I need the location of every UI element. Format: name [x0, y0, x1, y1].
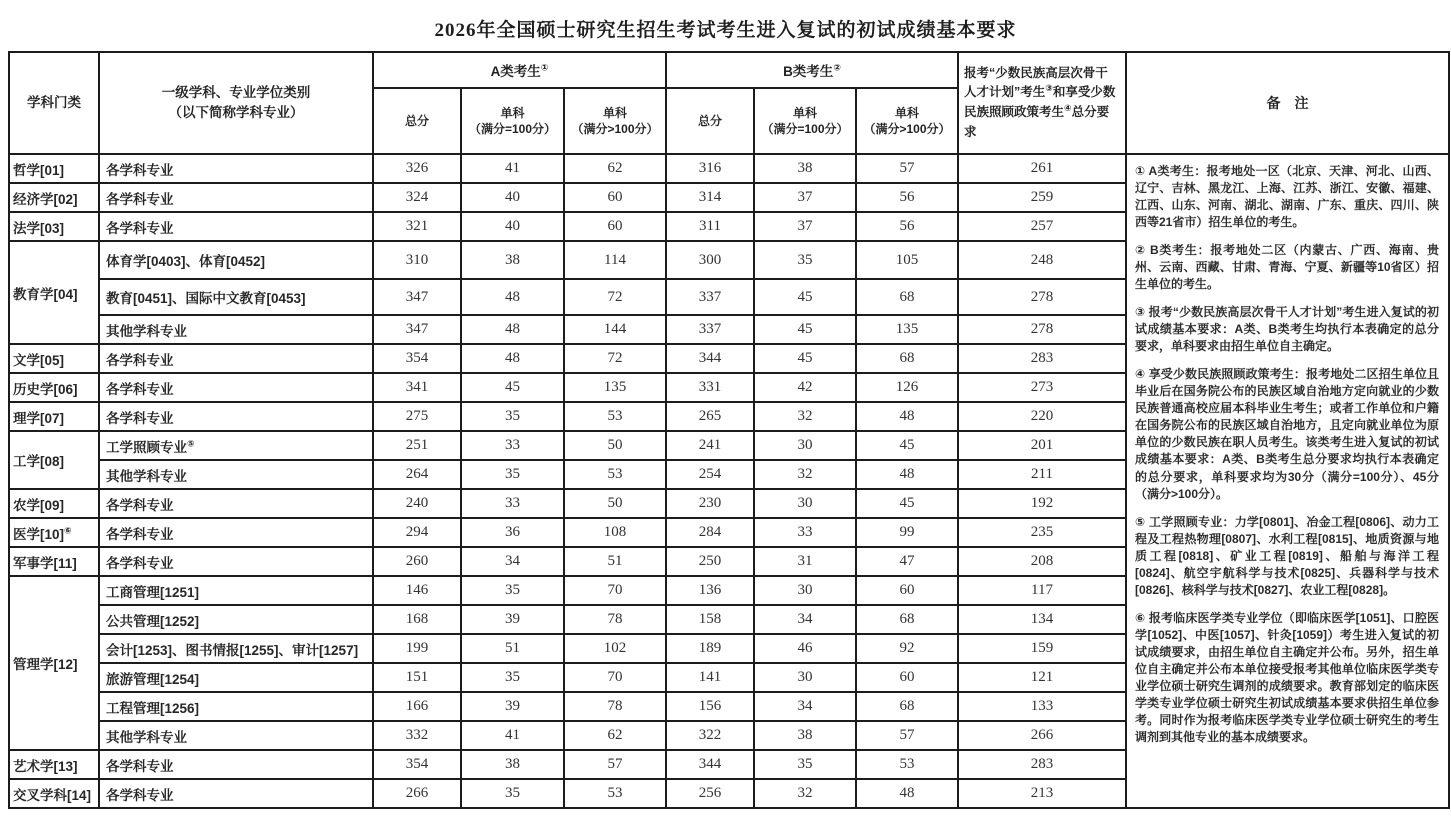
b-score-cell-2: 60	[856, 663, 958, 692]
a-score-cell-0: 266	[373, 779, 461, 808]
footnote-marker: ⑤	[187, 438, 195, 448]
a-score-cell-2: 135	[564, 373, 666, 402]
b-score-cell-2: 48	[856, 779, 958, 808]
note-item: ② B类考生：报考地处二区（内蒙古、广西、海南、贵州、云南、西藏、甘肃、青海、宁夏、新疆等10省区）招生单位的考生。	[1135, 243, 1439, 292]
discipline-cell: 其他学科专业	[99, 315, 373, 344]
b-score-cell-1: 32	[754, 460, 856, 489]
b-score-cell-2: 45	[856, 489, 958, 518]
b-score-cell-0: 156	[666, 692, 754, 721]
header-discipline-line1: 一级学科、专业学位类别	[161, 84, 311, 100]
b-score-cell-2: 92	[856, 634, 958, 663]
discipline-cell: 各学科专业	[99, 183, 373, 212]
header-b-single-gt100: 单科 （满分>100分）	[856, 88, 958, 154]
discipline-cell: 各学科专业	[99, 154, 373, 183]
category-cell: 医学[10]⑥	[9, 518, 99, 547]
table-row	[9, 154, 1449, 183]
b-score-cell-1: 38	[754, 721, 856, 750]
discipline-cell: 公共管理[1252]	[99, 605, 373, 634]
a-score-cell-0: 151	[373, 663, 461, 692]
b-score-cell-0: 265	[666, 402, 754, 431]
a-score-cell-1: 41	[461, 721, 564, 750]
a-score-cell-1: 34	[461, 547, 564, 576]
b-score-cell-1: 33	[754, 518, 856, 547]
a-score-cell-0: 354	[373, 750, 461, 779]
minority-score-cell: 248	[958, 241, 1126, 279]
page-title: 2026年全国硕士研究生招生考试考生进入复试的初试成绩基本要求	[434, 20, 1017, 41]
minority-score-cell: 192	[958, 489, 1126, 518]
b-score-cell-0: 250	[666, 547, 754, 576]
minority-score-cell: 213	[958, 779, 1126, 808]
a-score-cell-2: 60	[564, 183, 666, 212]
footnote-marker: ④	[1064, 102, 1072, 113]
a-score-cell-0: 341	[373, 373, 461, 402]
discipline-cell: 各学科专业	[99, 750, 373, 779]
discipline-cell: 工商管理[1251]	[99, 576, 373, 605]
header-a-single-gt100: 单科 （满分>100分）	[564, 88, 666, 154]
b-score-cell-1: 37	[754, 212, 856, 241]
b-score-cell-1: 31	[754, 547, 856, 576]
a-score-cell-2: 144	[564, 315, 666, 344]
b-score-cell-2: 126	[856, 373, 958, 402]
a-score-cell-1: 35	[461, 402, 564, 431]
discipline-cell: 各学科专业	[99, 373, 373, 402]
minority-score-cell: 117	[958, 576, 1126, 605]
minority-score-cell: 257	[958, 212, 1126, 241]
minority-score-cell: 235	[958, 518, 1126, 547]
a-score-cell-0: 275	[373, 402, 461, 431]
a-score-cell-2: 78	[564, 605, 666, 634]
minority-score-cell: 259	[958, 183, 1126, 212]
b-score-cell-2: 57	[856, 721, 958, 750]
a-score-cell-2: 53	[564, 779, 666, 808]
b-score-cell-2: 47	[856, 547, 958, 576]
footnote-marker: ①	[540, 62, 549, 73]
b-score-cell-1: 32	[754, 779, 856, 808]
a-score-cell-2: 70	[564, 663, 666, 692]
b-score-cell-1: 45	[754, 344, 856, 373]
a-score-cell-1: 41	[461, 154, 564, 183]
a-score-cell-0: 260	[373, 547, 461, 576]
b-score-cell-2: 68	[856, 605, 958, 634]
discipline-cell: 各学科专业	[99, 212, 373, 241]
note-item: ④ 享受少数民族照顾政策考生：报考地处二区招生单位且毕业后在国务院公布的民族区域自治地方定向就业的少数民族普通高校应届本科毕业生考生；或者工作单位和户籍在国务院公布的民族区域自治地方，且定向就业单位为原单位的少数民族在职人员考生。该类考生进入复试的初试成绩基本要求：A类、B类考生总分要求均执行本表确定的总分要求，单科要求均为30分（满分=100分）、45分（满分>100分）。	[1135, 367, 1439, 501]
discipline-cell: 教育[0451]、国际中文教育[0453]	[99, 279, 373, 315]
discipline-cell: 旅游管理[1254]	[99, 663, 373, 692]
category-cell: 艺术学[13]	[9, 750, 99, 779]
a-score-cell-1: 40	[461, 183, 564, 212]
a-score-cell-2: 60	[564, 212, 666, 241]
minority-score-cell: 134	[958, 605, 1126, 634]
b-score-cell-0: 241	[666, 431, 754, 460]
a-score-cell-1: 35	[461, 779, 564, 808]
a-score-cell-0: 168	[373, 605, 461, 634]
a-score-cell-1: 40	[461, 212, 564, 241]
discipline-cell: 体育学[0403]、体育[0452]	[99, 241, 373, 279]
b-score-cell-0: 314	[666, 183, 754, 212]
b-score-cell-1: 30	[754, 576, 856, 605]
b-score-cell-2: 135	[856, 315, 958, 344]
b-score-cell-0: 311	[666, 212, 754, 241]
category-cell: 交叉学科[14]	[9, 779, 99, 808]
discipline-cell: 工学照顾专业⑤	[99, 431, 373, 460]
b-score-cell-2: 53	[856, 750, 958, 779]
header-group-a: A类考生①	[373, 52, 666, 88]
b-score-cell-0: 141	[666, 663, 754, 692]
a-score-cell-1: 48	[461, 279, 564, 315]
a-score-cell-1: 39	[461, 692, 564, 721]
minority-score-cell: 283	[958, 750, 1126, 779]
discipline-cell: 各学科专业	[99, 518, 373, 547]
a-score-cell-1: 35	[461, 576, 564, 605]
discipline-cell: 各学科专业	[99, 547, 373, 576]
b-score-cell-0: 337	[666, 315, 754, 344]
footnote-marker: ③	[1045, 83, 1053, 94]
a-score-cell-0: 354	[373, 344, 461, 373]
discipline-cell: 工程管理[1256]	[99, 692, 373, 721]
b-score-cell-1: 45	[754, 279, 856, 315]
b-score-cell-1: 37	[754, 183, 856, 212]
category-cell: 哲学[01]	[9, 154, 99, 183]
category-cell: 工学[08]	[9, 431, 99, 489]
b-score-cell-1: 45	[754, 315, 856, 344]
minority-score-cell: 159	[958, 634, 1126, 663]
a-score-cell-1: 38	[461, 750, 564, 779]
header-remarks: 备 注	[1126, 52, 1449, 154]
a-score-cell-0: 347	[373, 279, 461, 315]
note-item: ① A类考生：报考地处一区（北京、天津、河北、山西、辽宁、吉林、黑龙江、上海、江苏、浙江、安徽、福建、江西、山东、河南、湖北、湖南、广东、重庆、四川、陕西等21省市）招生单位的考生。	[1135, 164, 1439, 230]
a-score-cell-2: 57	[564, 750, 666, 779]
a-score-cell-1: 48	[461, 315, 564, 344]
b-score-cell-0: 256	[666, 779, 754, 808]
minority-score-cell: 273	[958, 373, 1126, 402]
header-group-b: B类考生②	[666, 52, 958, 88]
minority-score-cell: 261	[958, 154, 1126, 183]
b-score-cell-1: 38	[754, 154, 856, 183]
b-score-cell-2: 45	[856, 431, 958, 460]
minority-score-cell: 201	[958, 431, 1126, 460]
minority-score-cell: 220	[958, 402, 1126, 431]
b-score-cell-2: 68	[856, 692, 958, 721]
b-score-cell-0: 284	[666, 518, 754, 547]
a-score-cell-0: 347	[373, 315, 461, 344]
a-score-cell-1: 35	[461, 460, 564, 489]
a-score-cell-1: 33	[461, 431, 564, 460]
b-score-cell-0: 344	[666, 344, 754, 373]
note-item: ⑤ 工学照顾专业：力学[0801]、冶金工程[0806]、动力工程及工程热物理[0807]、水利工程[0815]、地质资源与地质工程[0818]、矿业工程[0819]、船舶与海洋工程[0824]、航空宇航科学与技术[0825]、兵器科学与技术[0826]、核科学与技术[0827]、农业工程[0828]。	[1135, 514, 1439, 597]
b-score-cell-1: 34	[754, 605, 856, 634]
b-score-cell-1: 35	[754, 750, 856, 779]
category-cell: 军事学[11]	[9, 547, 99, 576]
b-score-cell-0: 189	[666, 634, 754, 663]
a-score-cell-0: 264	[373, 460, 461, 489]
category-cell: 农学[09]	[9, 489, 99, 518]
minority-score-cell: 208	[958, 547, 1126, 576]
minority-score-cell: 211	[958, 460, 1126, 489]
minority-score-cell: 121	[958, 663, 1126, 692]
a-score-cell-1: 51	[461, 634, 564, 663]
a-score-cell-2: 62	[564, 721, 666, 750]
b-score-cell-1: 34	[754, 692, 856, 721]
b-score-cell-2: 48	[856, 460, 958, 489]
footnote-marker: ⑥	[64, 525, 72, 535]
header-minority-plan: 报考“少数民族高层次骨干人才计划”考生③和享受少数民族照顾政策考生④总分要求	[958, 52, 1126, 154]
b-score-cell-2: 56	[856, 183, 958, 212]
b-score-cell-2: 105	[856, 241, 958, 279]
category-cell: 管理学[12]	[9, 576, 99, 750]
scores-table	[8, 51, 1450, 809]
a-score-cell-1: 39	[461, 605, 564, 634]
b-score-cell-0: 300	[666, 241, 754, 279]
a-score-cell-0: 240	[373, 489, 461, 518]
minority-score-cell: 278	[958, 279, 1126, 315]
b-score-cell-1: 46	[754, 634, 856, 663]
a-score-cell-2: 50	[564, 489, 666, 518]
a-score-cell-2: 51	[564, 547, 666, 576]
header-discipline-line2: （以下简称学科专业）	[168, 105, 304, 120]
a-score-cell-0: 166	[373, 692, 461, 721]
minority-score-cell: 278	[958, 315, 1126, 344]
b-score-cell-0: 337	[666, 279, 754, 315]
a-score-cell-0: 326	[373, 154, 461, 183]
a-score-cell-2: 102	[564, 634, 666, 663]
a-score-cell-1: 33	[461, 489, 564, 518]
discipline-cell: 各学科专业	[99, 779, 373, 808]
header-a-total: 总分	[373, 88, 461, 154]
b-score-cell-2: 60	[856, 576, 958, 605]
b-score-cell-0: 316	[666, 154, 754, 183]
note-item: ③ 报考“少数民族高层次骨干人才计划”考生进入复试的初试成绩基本要求：A类、B类考生均执行本表确定的总分要求，单科要求由招生单位自主确定。	[1135, 305, 1439, 354]
header-b-total: 总分	[666, 88, 754, 154]
a-score-cell-0: 310	[373, 241, 461, 279]
header-b-single-eq100: 单科 （满分=100分）	[754, 88, 856, 154]
note-item: ⑥ 报考临床医学类专业学位（即临床医学[1051]、口腔医学[1052]、中医[1057]、针灸[1059]）考生进入复试的初试成绩要求，由招生单位自主确定并公布。另外，招生单位自主确定并公布本单位接受报考其他单位临床医学类专业学位硕士研究生调剂的成绩要求。教育部划定的临床医学类专业学位硕士研究生初试成绩基本要求供招生单位参考。同时作为报考临床医学类专业学位硕士研究生的考生调剂到其他专业的基本成绩要求。	[1135, 610, 1439, 744]
b-score-cell-2: 56	[856, 212, 958, 241]
a-score-cell-0: 294	[373, 518, 461, 547]
a-score-cell-1: 36	[461, 518, 564, 547]
a-score-cell-2: 72	[564, 344, 666, 373]
a-score-cell-2: 50	[564, 431, 666, 460]
b-score-cell-0: 331	[666, 373, 754, 402]
b-score-cell-2: 48	[856, 402, 958, 431]
discipline-cell: 会计[1253]、图书情报[1255]、审计[1257]	[99, 634, 373, 663]
b-score-cell-0: 322	[666, 721, 754, 750]
discipline-cell: 各学科专业	[99, 344, 373, 373]
b-score-cell-0: 254	[666, 460, 754, 489]
category-cell: 教育学[04]	[9, 241, 99, 344]
a-score-cell-2: 53	[564, 460, 666, 489]
header-discipline	[99, 52, 373, 154]
category-cell: 历史学[06]	[9, 373, 99, 402]
b-score-cell-0: 230	[666, 489, 754, 518]
footnote-marker: ②	[833, 62, 841, 73]
a-score-cell-0: 199	[373, 634, 461, 663]
header-subject-category: 学科门类	[9, 52, 99, 154]
b-score-cell-1: 42	[754, 373, 856, 402]
a-score-cell-0: 321	[373, 212, 461, 241]
a-score-cell-2: 108	[564, 518, 666, 547]
b-score-cell-2: 68	[856, 344, 958, 373]
header-a-single-eq100: 单科 （满分=100分）	[461, 88, 564, 154]
b-score-cell-1: 32	[754, 402, 856, 431]
a-score-cell-1: 38	[461, 241, 564, 279]
b-score-cell-0: 158	[666, 605, 754, 634]
a-score-cell-2: 53	[564, 402, 666, 431]
b-score-cell-0: 136	[666, 576, 754, 605]
a-score-cell-1: 45	[461, 373, 564, 402]
a-score-cell-2: 70	[564, 576, 666, 605]
minority-score-cell: 283	[958, 344, 1126, 373]
a-score-cell-2: 72	[564, 279, 666, 315]
a-score-cell-2: 114	[564, 241, 666, 279]
discipline-cell: 各学科专业	[99, 402, 373, 431]
remarks-cell	[1126, 154, 1449, 808]
a-score-cell-0: 251	[373, 431, 461, 460]
b-score-cell-2: 68	[856, 279, 958, 315]
b-score-cell-1: 30	[754, 663, 856, 692]
a-score-cell-0: 324	[373, 183, 461, 212]
b-score-cell-1: 35	[754, 241, 856, 279]
a-score-cell-2: 78	[564, 692, 666, 721]
b-score-cell-2: 99	[856, 518, 958, 547]
category-cell: 法学[03]	[9, 212, 99, 241]
discipline-cell: 其他学科专业	[99, 460, 373, 489]
minority-score-cell: 266	[958, 721, 1126, 750]
a-score-cell-0: 146	[373, 576, 461, 605]
discipline-cell: 其他学科专业	[99, 721, 373, 750]
a-score-cell-1: 48	[461, 344, 564, 373]
category-cell: 经济学[02]	[9, 183, 99, 212]
b-score-cell-2: 57	[856, 154, 958, 183]
b-score-cell-1: 30	[754, 489, 856, 518]
category-cell: 文学[05]	[9, 344, 99, 373]
score-table-body	[9, 154, 1449, 808]
a-score-cell-1: 35	[461, 663, 564, 692]
discipline-cell: 各学科专业	[99, 489, 373, 518]
minority-score-cell: 133	[958, 692, 1126, 721]
b-score-cell-0: 344	[666, 750, 754, 779]
a-score-cell-0: 332	[373, 721, 461, 750]
b-score-cell-1: 30	[754, 431, 856, 460]
a-score-cell-2: 62	[564, 154, 666, 183]
category-cell: 理学[07]	[9, 402, 99, 431]
